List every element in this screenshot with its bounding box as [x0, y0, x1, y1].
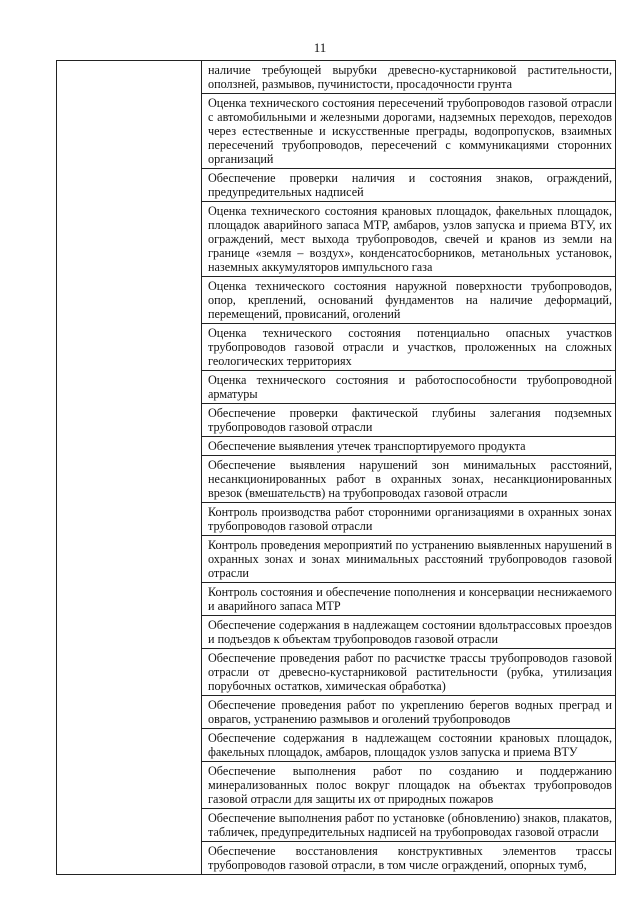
table-cell-text: Оценка технического состояния и работоспособности трубопроводной арматуры: [202, 371, 616, 404]
table-cell-text: Обеспечение выполнения работ по установке (обновлению) знаков, плакатов, табличек, предупредительных надписей на трубопроводах газовой отрасли: [202, 809, 616, 842]
table-cell-text: Контроль проведения мероприятий по устранению выявленных нарушений в охранных зонах и зонах минимальных расстояний трубопроводов газовой отрасли: [202, 536, 616, 583]
table-cell-text: Оценка технического состояния наружной поверхности трубопроводов, опор, креплений, оснований фундаментов на наличие деформаций, перемещений, провисаний, оголений: [202, 277, 616, 324]
requirements-table: [56, 60, 616, 875]
table-cell-text: Обеспечение выполнения работ по созданию и поддержанию минерализованных полос вокруг площадок на объектах трубопроводов газовой отрасли для защиты их от природных пожаров: [202, 762, 616, 809]
table-cell-text: Контроль производства работ сторонними организациями в охранных зонах трубопроводов газовой отрасли: [202, 503, 616, 536]
page-number: 11: [313, 40, 327, 55]
table-cell-text: Обеспечение содержания в надлежащем состоянии крановых площадок, факельных площадок, амбаров, площадок узлов запуска и приема ВТУ: [202, 729, 616, 762]
table-cell-text: Обеспечение содержания в надлежащем состоянии вдольтрассовых проездов и подъездов к объектам трубопроводов газовой отрасли: [202, 616, 616, 649]
table-cell-text: Обеспечение восстановления конструктивных элементов трассы трубопроводов газовой отрасли, в том числе ограждений, опорных тумб,: [202, 842, 616, 875]
table-cell-text: Обеспечение выявления утечек транспортируемого продукта: [202, 437, 616, 456]
table-cell-text: Обеспечение проведения работ по укреплению берегов водных преград и оврагов, устранению размывов и оголений трубопроводов: [202, 696, 616, 729]
empty-first-column-cell: [57, 61, 202, 875]
table-cell-text: Оценка технического состояния пересечений трубопроводов газовой отрасли с автомобильными и железными дорогами, надземных переходов, переходов через естественные и искусственные преграды, водопропусков, взаимных пересечений трубопроводов, пересечений с коммуникациями сторонних организаций: [202, 94, 616, 169]
table-cell-text: наличие требующей вырубки древесно-кустарниковой растительности, оползней, размывов, пучинистости, просадочности грунта: [202, 61, 616, 94]
table-cell-text: Обеспечение проведения работ по расчистке трассы трубопроводов газовой отрасли от древесно-кустарниковой растительности (рубка, утилизация порубочных остатков, химическая обработка): [202, 649, 616, 696]
table-cell-text: Оценка технического состояния потенциально опасных участков трубопроводов газовой отрасли и участков, проложенных на сложных геологических территориях: [202, 324, 616, 371]
table-cell-text: Обеспечение выявления нарушений зон минимальных расстояний, несанкционированных работ в охранных зонах, несанкционированных врезок (вмешательств) на трубопроводах газовой отрасли: [202, 456, 616, 503]
table-cell-text: Контроль состояния и обеспечение пополнения и консервации неснижаемого и аварийного запаса МТР: [202, 583, 616, 616]
table-cell-text: Обеспечение проверки фактической глубины залегания подземных трубопроводов газовой отрасли: [202, 404, 616, 437]
table-cell-text: Оценка технического состояния крановых площадок, факельных площадок, площадок аварийного запаса МТР, амбаров, узлов запуска и приема ВТУ, их ограждений, мест выхода трубопроводов, свечей и кранов из земли на границе «земля – воздух», конденсатосборников, метанольных установок, наземных аккумуляторов импульсного газа: [202, 202, 616, 277]
table-cell-text: Обеспечение проверки наличия и состояния знаков, ограждений, предупредительных надписей: [202, 169, 616, 202]
table-row: [57, 61, 616, 94]
table-body: [57, 61, 616, 875]
